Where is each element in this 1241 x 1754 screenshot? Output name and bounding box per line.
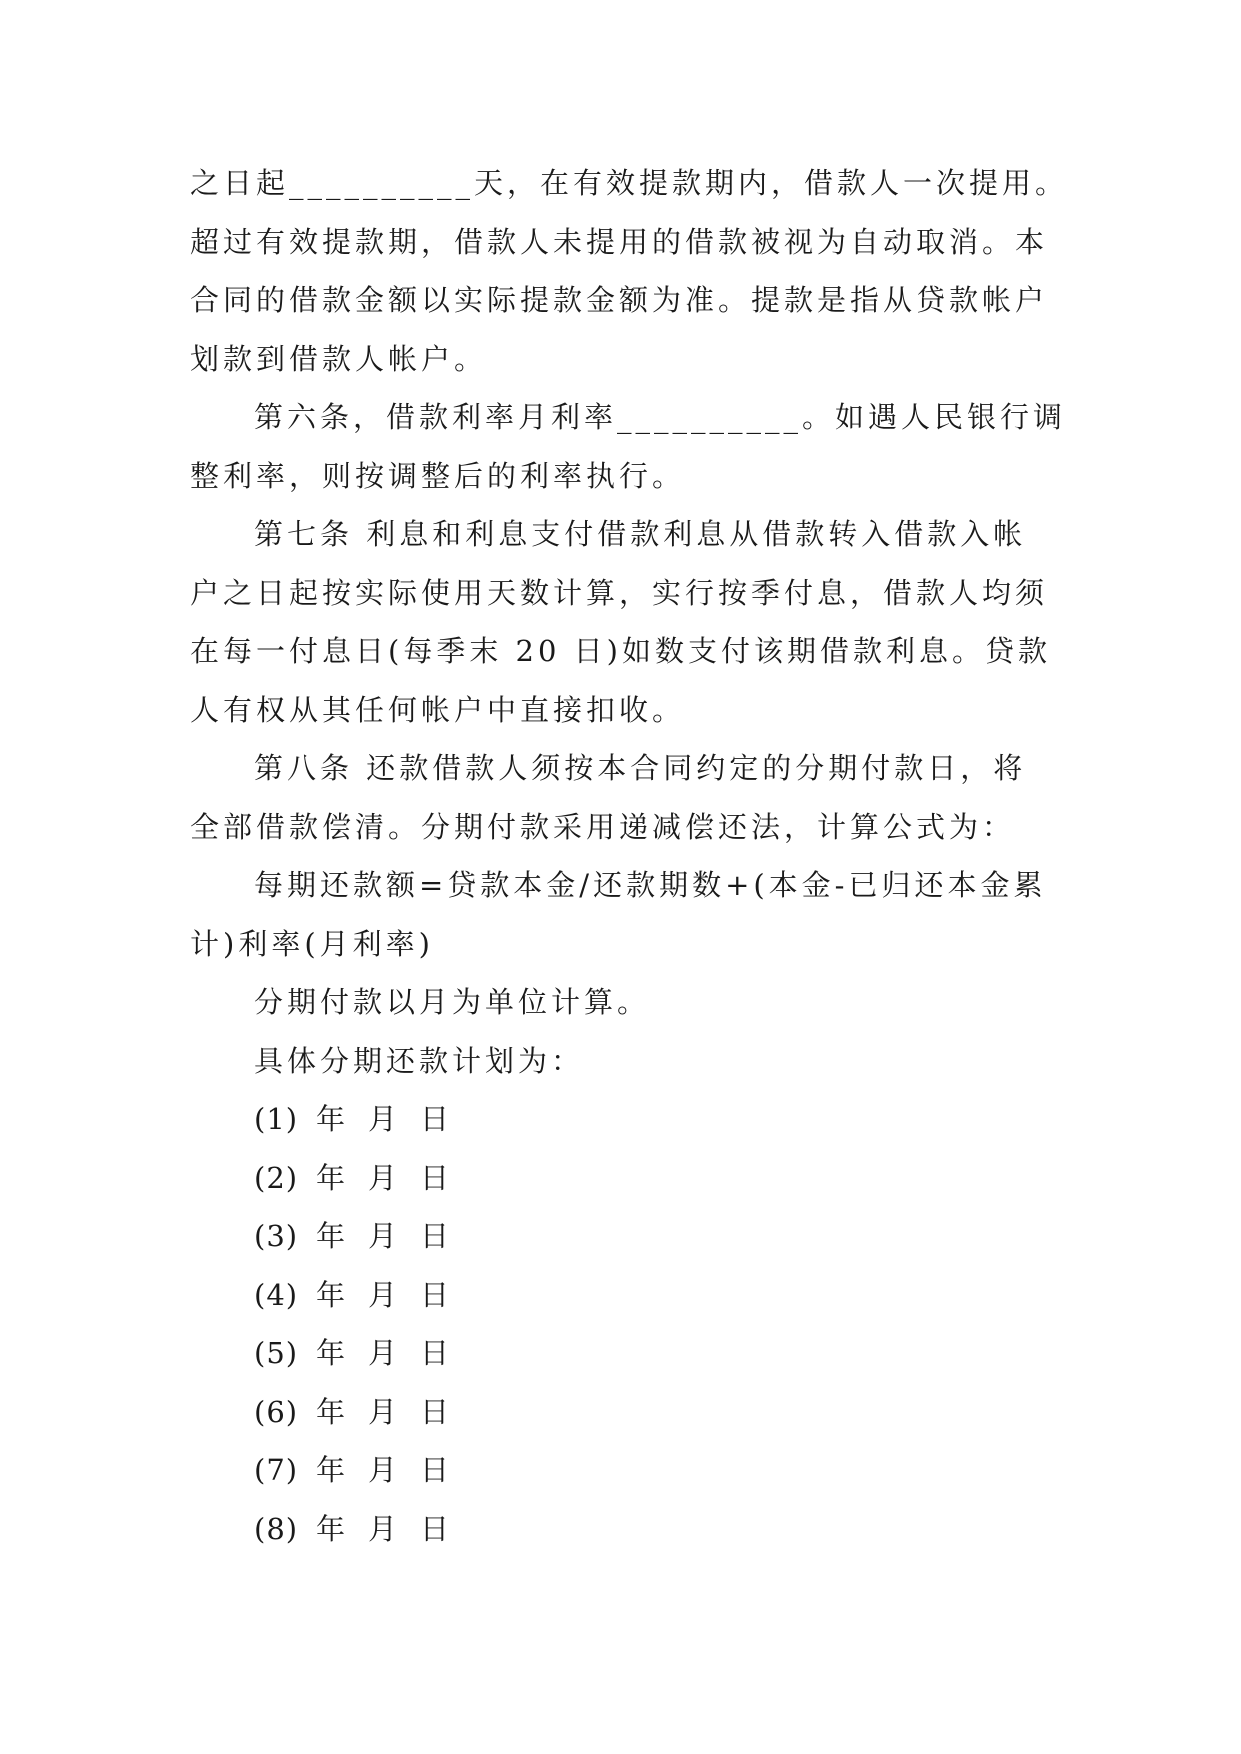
schedule-day: 日 — [420, 1511, 450, 1546]
paragraph-article-7-interest-payment — [190, 505, 1070, 739]
schedule-year: 年 — [316, 1394, 346, 1429]
schedule-item — [190, 1383, 1070, 1442]
text-line: 计)利率(月利率) — [190, 926, 434, 961]
schedule-item — [190, 1266, 1070, 1325]
schedule-item-number: (4) — [254, 1277, 299, 1312]
text-line: 全部借款偿清。分期付款采用递减偿还法，计算公式为： — [190, 809, 1016, 844]
schedule-year: 年 — [316, 1277, 346, 1312]
text-line: 第八条 还款借款人须按本合同约定的分期付款日，将 — [254, 751, 1027, 785]
repayment-schedule-list — [190, 1090, 1070, 1558]
text-line: 在每一付息日(每季末 20 日)如数支付该期借款利息。贷款 — [190, 634, 1051, 668]
text-line: 之日起__________天，在有效提款期内，借款人一次提用。 — [190, 166, 1069, 200]
schedule-day: 日 — [420, 1453, 450, 1487]
paragraph-schedule-intro — [190, 1032, 1070, 1091]
schedule-month: 月 — [368, 1394, 398, 1429]
schedule-item-number: (1) — [254, 1102, 299, 1136]
schedule-month: 月 — [368, 1160, 398, 1195]
schedule-month: 月 — [368, 1511, 398, 1546]
schedule-day: 日 — [420, 1277, 450, 1312]
schedule-day: 日 — [420, 1160, 450, 1195]
schedule-day: 日 — [420, 1394, 450, 1429]
text-line: 分期付款以月为单位计算。 — [254, 985, 651, 1019]
text-line: 合同的借款金额以实际提款金额为准。提款是指从贷款帐户 — [190, 283, 1049, 317]
text-line: 划款到借款人帐户。 — [190, 341, 488, 376]
text-line: 户之日起按实际使用天数计算，实行按季付息，借款人均须 — [190, 575, 1049, 610]
schedule-item — [190, 1207, 1070, 1266]
document-body — [190, 154, 1070, 1558]
paragraph-withdrawal-period — [190, 154, 1070, 388]
schedule-item — [190, 1149, 1070, 1208]
schedule-year: 年 — [316, 1219, 346, 1253]
paragraph-article-6-interest-rate — [190, 388, 1070, 505]
text-line: 每期还款额=贷款本金/还款期数+(本金-已归还本金累 — [254, 868, 1047, 902]
paragraph-monthly-unit — [190, 973, 1070, 1032]
schedule-item-number: (6) — [254, 1394, 299, 1429]
text-line: 整利率，则按调整后的利率执行。 — [190, 458, 686, 493]
schedule-item-number: (7) — [254, 1453, 299, 1487]
schedule-day: 日 — [420, 1219, 450, 1253]
paragraph-article-8-repayment — [190, 739, 1070, 856]
schedule-year: 年 — [316, 1160, 346, 1195]
schedule-month: 月 — [368, 1219, 398, 1253]
schedule-year: 年 — [316, 1511, 346, 1546]
schedule-year: 年 — [316, 1336, 346, 1370]
schedule-year: 年 — [316, 1453, 346, 1487]
text-line: 超过有效提款期，借款人未提用的借款被视为自动取消。本 — [190, 224, 1049, 259]
text-line: 人有权从其任何帐户中直接扣收。 — [190, 692, 686, 727]
schedule-month: 月 — [368, 1453, 398, 1487]
schedule-item — [190, 1441, 1070, 1500]
schedule-item-number: (2) — [254, 1160, 299, 1195]
schedule-item — [190, 1324, 1070, 1383]
paragraph-repayment-formula — [190, 856, 1070, 973]
schedule-day: 日 — [420, 1102, 450, 1136]
text-line: 第七条 利息和利息支付借款利息从借款转入借款入帐 — [254, 517, 1027, 551]
schedule-item — [190, 1090, 1070, 1149]
text-line: 第六条，借款利率月利率__________。如遇人民银行调 — [254, 400, 1067, 434]
schedule-month: 月 — [368, 1102, 398, 1136]
schedule-year: 年 — [316, 1102, 346, 1136]
text-line: 具体分期还款计划为： — [254, 1043, 585, 1078]
schedule-month: 月 — [368, 1336, 398, 1370]
schedule-day: 日 — [420, 1336, 450, 1370]
schedule-item-number: (8) — [254, 1511, 299, 1546]
schedule-item-number: (3) — [254, 1219, 299, 1253]
schedule-month: 月 — [368, 1277, 398, 1312]
schedule-item — [190, 1500, 1070, 1559]
schedule-item-number: (5) — [254, 1336, 299, 1370]
